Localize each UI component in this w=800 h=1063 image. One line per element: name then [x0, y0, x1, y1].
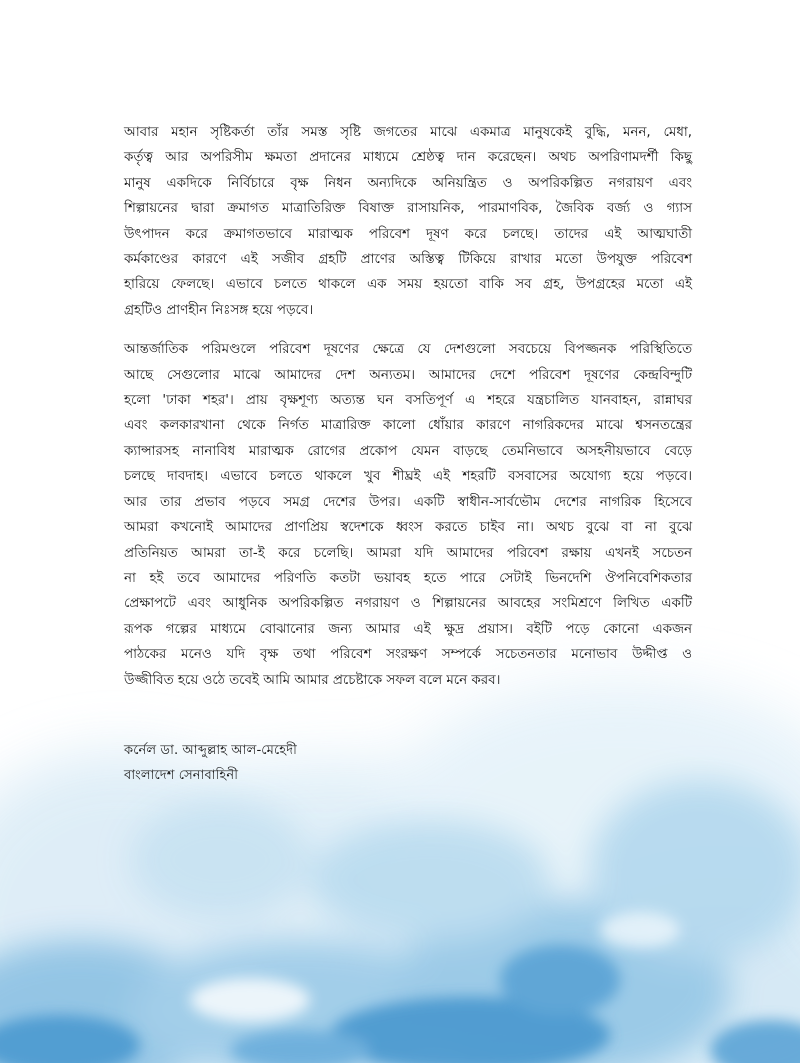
text-line: প্রতিনিয়ত আমরা তা-ই করে চলেছি। আমরা যদি আমাদের পরিবেশ রক্ষায় এখনই সচেতন: [124, 545, 692, 561]
text-line: আর তার প্রভাব পড়বে সমগ্র দেশের উপর। একটি স্বাধীন-সার্বভৌম দেশের নাগরিক হিসেবে: [124, 494, 692, 510]
preface-body: [124, 120, 692, 707]
paragraph-2: [124, 337, 692, 693]
text-line: চলছে দাবদাহ। এভাবে চলতে থাকলে খুব শীঘ্রই এই শহরটি বসবাসের অযোগ্য হয়ে পড়বে।: [124, 469, 692, 485]
text-line: রূপক গল্পের মাধ্যমে বোঝানোর জন্য আমার এই ক্ষুদ্র প্রয়াস। বইটি পড়ে কোনো একজন: [124, 621, 692, 637]
text-line: শিল্পায়নের দ্বারা ক্রমাগত মাত্রাতিরিক্ত বিষাক্ত রাসায়নিক, পারমাণবিক, জৈবিক বর্জ্য ও গ্যাস: [124, 201, 692, 217]
text-line: হারিয়ে ফেলছে। এভাবে চলতে থাকলে এক সময় হয়তো বাকি সব গ্রহ, উপগ্রহের মতো এই: [124, 277, 692, 293]
text-line: কর্তৃত্ব আর অপরিসীম ক্ষমতা প্রদানের মাধ্যমে শ্রেষ্ঠত্ব দান করেছেন। অথচ অপরিণামদর্শী কিছু: [124, 150, 692, 166]
text-line: প্রেক্ষাপটে এবং আধুনিক অপরিকল্পিত নগরায়ণ ও শিল্পায়নের আবহের সংমিশ্রণে লিখিত একটি: [124, 596, 692, 612]
text-line: আবার মহান সৃষ্টিকর্তা তাঁর সমস্ত সৃষ্টি জগতের মাঝে একমাত্র মানুষকেই বুদ্ধি, মনন, মেধা,: [124, 125, 692, 140]
text-line: আমরা কখনোই আমাদের প্রাণপ্রিয় স্বদেশকে ধ্বংস করতে চাইব না। অথচ বুঝে বা না বুঝে: [124, 520, 692, 536]
text-line: গ্রহটিও প্রাণহীন নিঃসঙ্গ হয়ে পড়বে।: [124, 302, 314, 318]
text-line: উৎপাদন করে ক্রমাগতভাবে মারাত্মক পরিবেশ দূষণ করে চলছে। তাদের এই আত্মঘাতী: [124, 226, 692, 242]
text-line: হলো 'ঢাকা শহর'। প্রায় বৃক্ষশূণ্য অত্যন্ত ঘন বসতিপূর্ণ এ শহরে যন্ত্রচালিত যানবাহন, রান্নাঘর: [124, 393, 692, 409]
text-line: না হই তবে আমাদের পরিণতি কতটা ভয়াবহ হতে পারে সেটাই ভিনদেশি ঔপনিবেশিকতার: [124, 570, 692, 586]
text-line: আছে সেগুলোর মাঝে আমাদের দেশ অন্যতম। আমাদের দেশে পরিবেশ দূষণের কেন্দ্রবিন্দুটি: [124, 367, 692, 383]
author-affiliation: বাংলাদেশ সেনাবাহিনী: [124, 768, 238, 783]
author-name: কর্নেল ডা. আব্দুল্লাহ আল-মেহেদী: [124, 743, 297, 758]
paragraph-1: [124, 120, 692, 323]
text-line: এবং কলকারখানা থেকে নির্গত মাত্রারিক্ত কালো ধোঁয়ার কারণে নাগরিকদের মাঝে শ্বসনতন্ত্রের: [124, 418, 692, 434]
text-line: পাঠকের মনেও যদি বৃক্ষ তথা পরিবেশ সংরক্ষণ সম্পর্কে সচেতনতার মনোভাব উদ্দীপ্ত ও: [124, 647, 692, 663]
text-line: আন্তর্জাতিক পরিমণ্ডলে পরিবেশ দূষণের ক্ষেত্রে যে দেশগুলো সবচেয়ে বিপজ্জনক পরিস্থিতিতে: [124, 342, 692, 358]
text-line: মানুষ একদিকে নির্বিচারে বৃক্ষ নিধন অন্যদিকে অনিয়ন্ত্রিত ও অপরিকল্পিত নগরায়ণ এবং: [124, 175, 692, 191]
text-line: উজ্জীবিত হয়ে ওঠে তবেই আমি আমার প্রচেষ্টাকে সফল বলে মনে করব।: [124, 672, 501, 688]
author-signature-block: [124, 738, 297, 788]
text-line: কর্মকাণ্ডের কারণে এই সজীব গ্রহটি প্রাণের অস্তিত্ব টিকিয়ে রাখার মতো উপযুক্ত পরিবেশ: [124, 252, 692, 268]
text-line: ক্যান্সারসহ নানাবিধ মারাত্মক রোগের প্রকোপ যেমন বাড়ছে তেমনিভাবে অসহনীয়ভাবে বেড়ে: [124, 443, 692, 459]
